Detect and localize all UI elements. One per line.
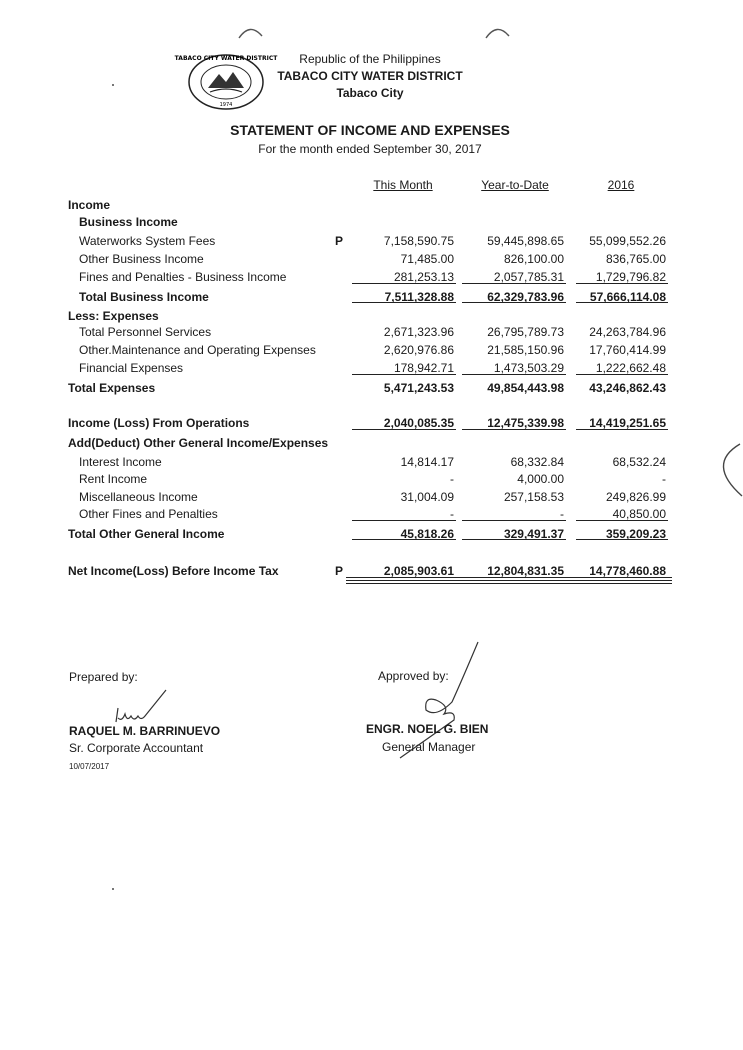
prior-year-value: 359,209.23 — [605, 527, 666, 541]
rule-under-financial — [462, 374, 566, 375]
table-row — [0, 325, 743, 341]
table-row — [0, 234, 743, 250]
rule-under-operations — [462, 429, 566, 430]
column-header-this-month: This Month — [373, 178, 433, 192]
header-city: Tabaco City — [336, 86, 404, 100]
table-row — [0, 527, 743, 543]
table-row — [0, 252, 743, 268]
row-label: Total Expenses — [68, 381, 156, 395]
this-month-value: 2,085,903.61 — [383, 564, 454, 578]
year-to-date-value: - — [560, 507, 564, 521]
prepared-signature — [112, 688, 172, 728]
header-republic: Republic of the Philippines — [299, 52, 441, 66]
this-month-value: 281,253.13 — [393, 270, 454, 284]
rule-under-other-fines — [576, 520, 668, 521]
this-month-value: 31,004.09 — [400, 490, 454, 504]
this-month-value: 2,671,323.96 — [383, 325, 454, 339]
column-header-year-to-date: Year-to-Date — [481, 178, 549, 192]
row-label: Other Fines and Penalties — [79, 507, 218, 521]
peso-sign: P — [335, 564, 344, 578]
this-month-value: 14,814.17 — [400, 455, 454, 469]
this-month-value: 178,942.71 — [393, 361, 454, 375]
prior-year-value: 57,666,114.08 — [589, 290, 666, 304]
rule-under-total-business — [352, 302, 456, 303]
this-month-value: 7,158,590.75 — [383, 234, 454, 248]
approved-by-label: Approved by: — [378, 669, 449, 683]
row-label: Net Income(Loss) Before Income Tax — [68, 564, 279, 578]
row-label: Add(Deduct) Other General Income/Expenses — [68, 436, 329, 450]
approved-by-title: General Manager — [382, 740, 476, 754]
year-to-date-value: 1,473,503.29 — [493, 361, 564, 375]
year-to-date-value: 59,445,898.65 — [487, 234, 564, 248]
statement-subtitle: For the month ended September 30, 2017 — [258, 142, 482, 156]
row-label: Income — [68, 198, 111, 212]
table-row — [0, 198, 743, 214]
statement-title: STATEMENT OF INCOME AND EXPENSES — [230, 122, 510, 138]
row-label: Rent Income — [79, 472, 148, 486]
scan-speck — [112, 84, 114, 86]
year-to-date-value: 257,158.53 — [503, 490, 564, 504]
prior-year-value: 1,729,796.82 — [595, 270, 666, 284]
row-label: Financial Expenses — [79, 361, 184, 375]
this-month-value: 2,040,085.35 — [383, 416, 454, 430]
year-to-date-value: 4,000.00 — [517, 472, 564, 486]
rule-under-fines — [576, 283, 668, 284]
prepared-by-title: Sr. Corporate Accountant — [69, 741, 204, 755]
column-header-2016: 2016 — [607, 178, 635, 192]
table-row — [0, 381, 743, 397]
prior-year-value: 836,765.00 — [605, 252, 666, 266]
row-label: Miscellaneous Income — [79, 490, 198, 504]
punch-hole-mark-left — [236, 22, 266, 42]
prior-year-value: 17,760,414.99 — [589, 343, 666, 357]
prior-year-value: 14,419,251.65 — [589, 416, 666, 430]
prior-year-value: 40,850.00 — [612, 507, 666, 521]
prepared-by-name: RAQUEL M. BARRINUEVO — [69, 724, 221, 738]
table-row — [0, 472, 743, 488]
rule-under-fines — [462, 283, 566, 284]
rule-under-financial — [576, 374, 668, 375]
this-month-value: 2,620,976.86 — [383, 343, 454, 357]
rule-under-total-other — [576, 539, 668, 540]
year-to-date-value: 12,804,831.35 — [487, 564, 564, 578]
prior-year-value: 55,099,552.26 — [589, 234, 666, 248]
prepared-by-label: Prepared by: — [69, 670, 138, 684]
svg-text:TABACO CITY WATER DISTRICT: TABACO CITY WATER DISTRICT — [174, 55, 278, 62]
year-to-date-value: 49,854,443.98 — [487, 381, 564, 395]
this-month-value: 45,818.26 — [400, 527, 454, 541]
svg-text:1974: 1974 — [219, 102, 233, 108]
this-month-value: 71,485.00 — [400, 252, 454, 266]
rule-under-fines — [352, 283, 456, 284]
this-month-value: - — [450, 472, 454, 486]
prior-year-value: 43,246,862.43 — [589, 381, 666, 395]
year-to-date-value: 826,100.00 — [503, 252, 564, 266]
rule-net-income-double-2 — [346, 583, 672, 584]
rule-net-income-double-1 — [346, 580, 672, 581]
table-row — [0, 290, 743, 306]
rule-under-operations — [576, 429, 668, 430]
table-row — [0, 455, 743, 471]
prior-year-value: 1,222,662.48 — [595, 361, 666, 375]
prior-year-value: 68,532.24 — [612, 455, 666, 469]
row-label: Less: Expenses — [68, 309, 159, 323]
table-row — [0, 436, 743, 452]
row-label: Interest Income — [79, 455, 162, 469]
prior-year-value: 14,778,460.88 — [589, 564, 666, 578]
prior-year-value: - — [662, 472, 666, 486]
approved-by-name: ENGR. NOEL G. BIEN — [366, 722, 489, 736]
row-label: Fines and Penalties - Business Income — [79, 270, 287, 284]
rule-under-total-business — [462, 302, 566, 303]
year-to-date-value: 12,475,339.98 — [487, 416, 564, 430]
year-to-date-value: 2,057,785.31 — [493, 270, 564, 284]
this-month-value: 7,511,328.88 — [384, 290, 454, 304]
header-agency-name: TABACO CITY WATER DISTRICT — [277, 69, 463, 83]
row-label: Total Other General Income — [68, 527, 225, 541]
table-row — [0, 490, 743, 506]
this-month-value: 5,471,243.53 — [383, 381, 454, 395]
row-label: Other Business Income — [79, 252, 204, 266]
rule-under-total-other — [352, 539, 456, 540]
prior-year-value: 24,263,784.96 — [589, 325, 666, 339]
year-to-date-value: 68,332.84 — [510, 455, 564, 469]
table-row — [0, 309, 743, 325]
rule-under-other-fines — [352, 520, 456, 521]
punch-hole-mark-right — [483, 22, 513, 42]
table-row — [0, 215, 743, 231]
rule-net-income-top — [346, 577, 672, 578]
row-label: Income (Loss) From Operations — [68, 416, 250, 430]
row-label: Business Income — [79, 215, 178, 229]
rule-under-operations — [352, 429, 456, 430]
row-label: Other.Maintenance and Operating Expenses — [79, 343, 316, 357]
year-to-date-value: 329,491.37 — [503, 527, 564, 541]
prior-year-value: 249,826.99 — [605, 490, 666, 504]
row-label: Waterworks System Fees — [79, 234, 216, 248]
row-label: Total Personnel Services — [79, 325, 212, 339]
rule-under-financial — [352, 374, 456, 375]
prepared-date: 10/07/2017 — [69, 762, 110, 771]
row-label: Total Business Income — [79, 290, 209, 304]
year-to-date-value: 21,585,150.96 — [487, 343, 564, 357]
rule-under-total-other — [462, 539, 566, 540]
this-month-value: - — [450, 507, 454, 521]
rule-under-other-fines — [462, 520, 566, 521]
year-to-date-value: 26,795,789.73 — [487, 325, 564, 339]
table-row — [0, 343, 743, 359]
scan-speck — [112, 888, 114, 890]
rule-under-total-business — [576, 302, 668, 303]
peso-sign: P — [335, 234, 344, 248]
year-to-date-value: 62,329,783.96 — [487, 290, 564, 304]
